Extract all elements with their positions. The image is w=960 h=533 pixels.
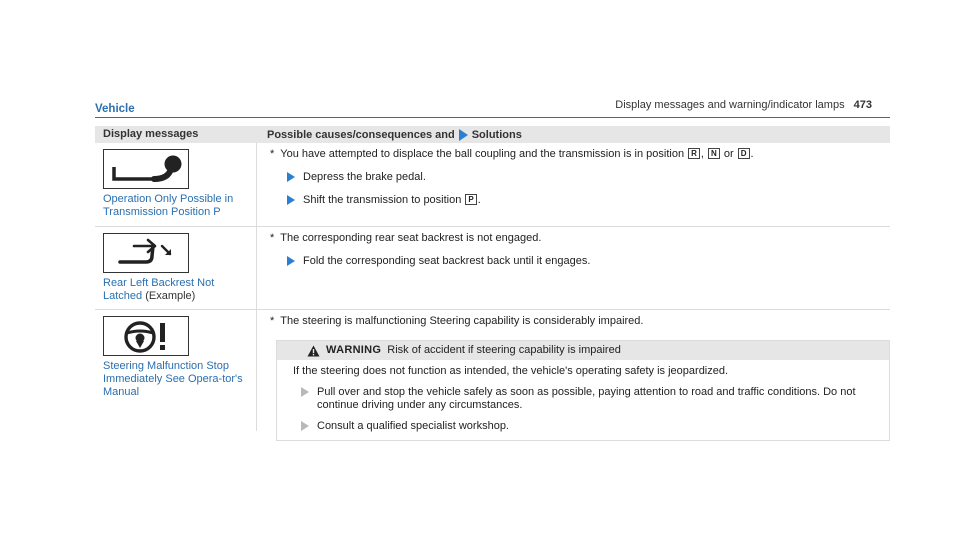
gear-key-d: D [738, 148, 750, 159]
solution-text: Fold the corresponding seat backrest back until it engages. [303, 255, 591, 267]
table-row [95, 310, 890, 431]
table-row [95, 227, 890, 310]
cause-cell [270, 148, 885, 207]
solution-step [287, 171, 885, 184]
cause-item [270, 148, 885, 161]
column-divider [256, 143, 257, 226]
section-title: Vehicle [95, 103, 135, 115]
message-caption: Operation Only Possible in Transmission Position P [103, 193, 234, 218]
display-messages-table [95, 126, 890, 431]
message-cell [103, 149, 253, 219]
cause-text: The corresponding rear seat backrest is not engaged. [280, 232, 542, 244]
step-arrow-icon [301, 387, 309, 397]
message-cell [103, 316, 253, 399]
section-divider [95, 117, 890, 118]
cause-item [270, 232, 885, 245]
column-header-messages: Display messages [103, 128, 199, 140]
warning-step-text: Pull over and stop the vehicle safely as soon as possible, paying attention to road and traffic conditions. Do not continue driving under any circumstances. [317, 386, 856, 411]
warning-text: If the steering does not function as intended, the vehicle's operating safety is jeopardized. [293, 365, 729, 377]
step-arrow-icon [287, 195, 295, 205]
warning-header [277, 341, 889, 360]
step-arrow-icon [287, 172, 295, 182]
cause-cell [270, 315, 885, 441]
page-number: 473 [853, 99, 872, 111]
page-header-title: Display messages and warning/indicator lamps [615, 99, 845, 111]
warning-step [301, 420, 877, 433]
solution-terminator: . [477, 194, 481, 206]
warning-step [301, 386, 877, 412]
cause-text [280, 148, 753, 161]
column-header-solutions-label: Solutions [471, 129, 522, 141]
step-arrow-icon [301, 421, 309, 431]
cause-cell [270, 232, 885, 268]
column-header-causes [267, 129, 522, 141]
warning-triangle-icon [307, 345, 320, 357]
solution-text [303, 194, 481, 207]
solution-text: Depress the brake pedal. [303, 171, 426, 183]
cause-separator: or [723, 148, 734, 160]
step-arrow-icon [287, 256, 295, 266]
gear-key-n: N [708, 148, 720, 159]
column-divider [256, 310, 257, 431]
cause-separator: , [700, 148, 704, 160]
bullet-asterisk: * [270, 148, 275, 160]
column-divider [256, 227, 257, 309]
solution-step [287, 194, 885, 207]
bullet-asterisk: * [270, 315, 275, 327]
cause-terminator: . [750, 148, 754, 160]
warning-box [276, 340, 890, 441]
solution-step [287, 255, 885, 268]
message-caption-example: (Example) [145, 290, 196, 302]
solution-text-part: Shift the transmission to position [303, 194, 462, 206]
warning-step-text: Consult a qualified specialist workshop. [317, 420, 509, 432]
message-cell [103, 233, 253, 303]
bullet-asterisk: * [270, 232, 275, 244]
warning-body [277, 360, 889, 440]
table-header [95, 126, 890, 143]
table-row [95, 143, 890, 227]
cause-text: The steering is malfunctioning Steering capability is considerably impaired. [280, 315, 644, 327]
steering-malfunction-icon [103, 316, 189, 356]
column-header-causes-label: Possible causes/consequences and [267, 129, 455, 141]
gear-key-p: P [465, 194, 476, 205]
message-caption: Rear Left Backrest Not Latched [103, 277, 215, 302]
message-caption: Steering Malfunction Stop Immediately See Opera-tor's Manual [103, 360, 243, 398]
warning-subtitle: Risk of accident if steering capability is impaired [387, 344, 621, 356]
cause-text-part: You have attempted to displace the ball coupling and the transmission is in position [280, 148, 685, 160]
cause-item [270, 315, 885, 328]
gear-key-r: R [688, 148, 700, 159]
page-header [615, 99, 872, 111]
seat-backrest-icon [103, 233, 189, 273]
solution-arrow-icon [459, 129, 468, 141]
ball-coupling-icon [103, 149, 189, 189]
warning-title: WARNING [326, 344, 382, 356]
